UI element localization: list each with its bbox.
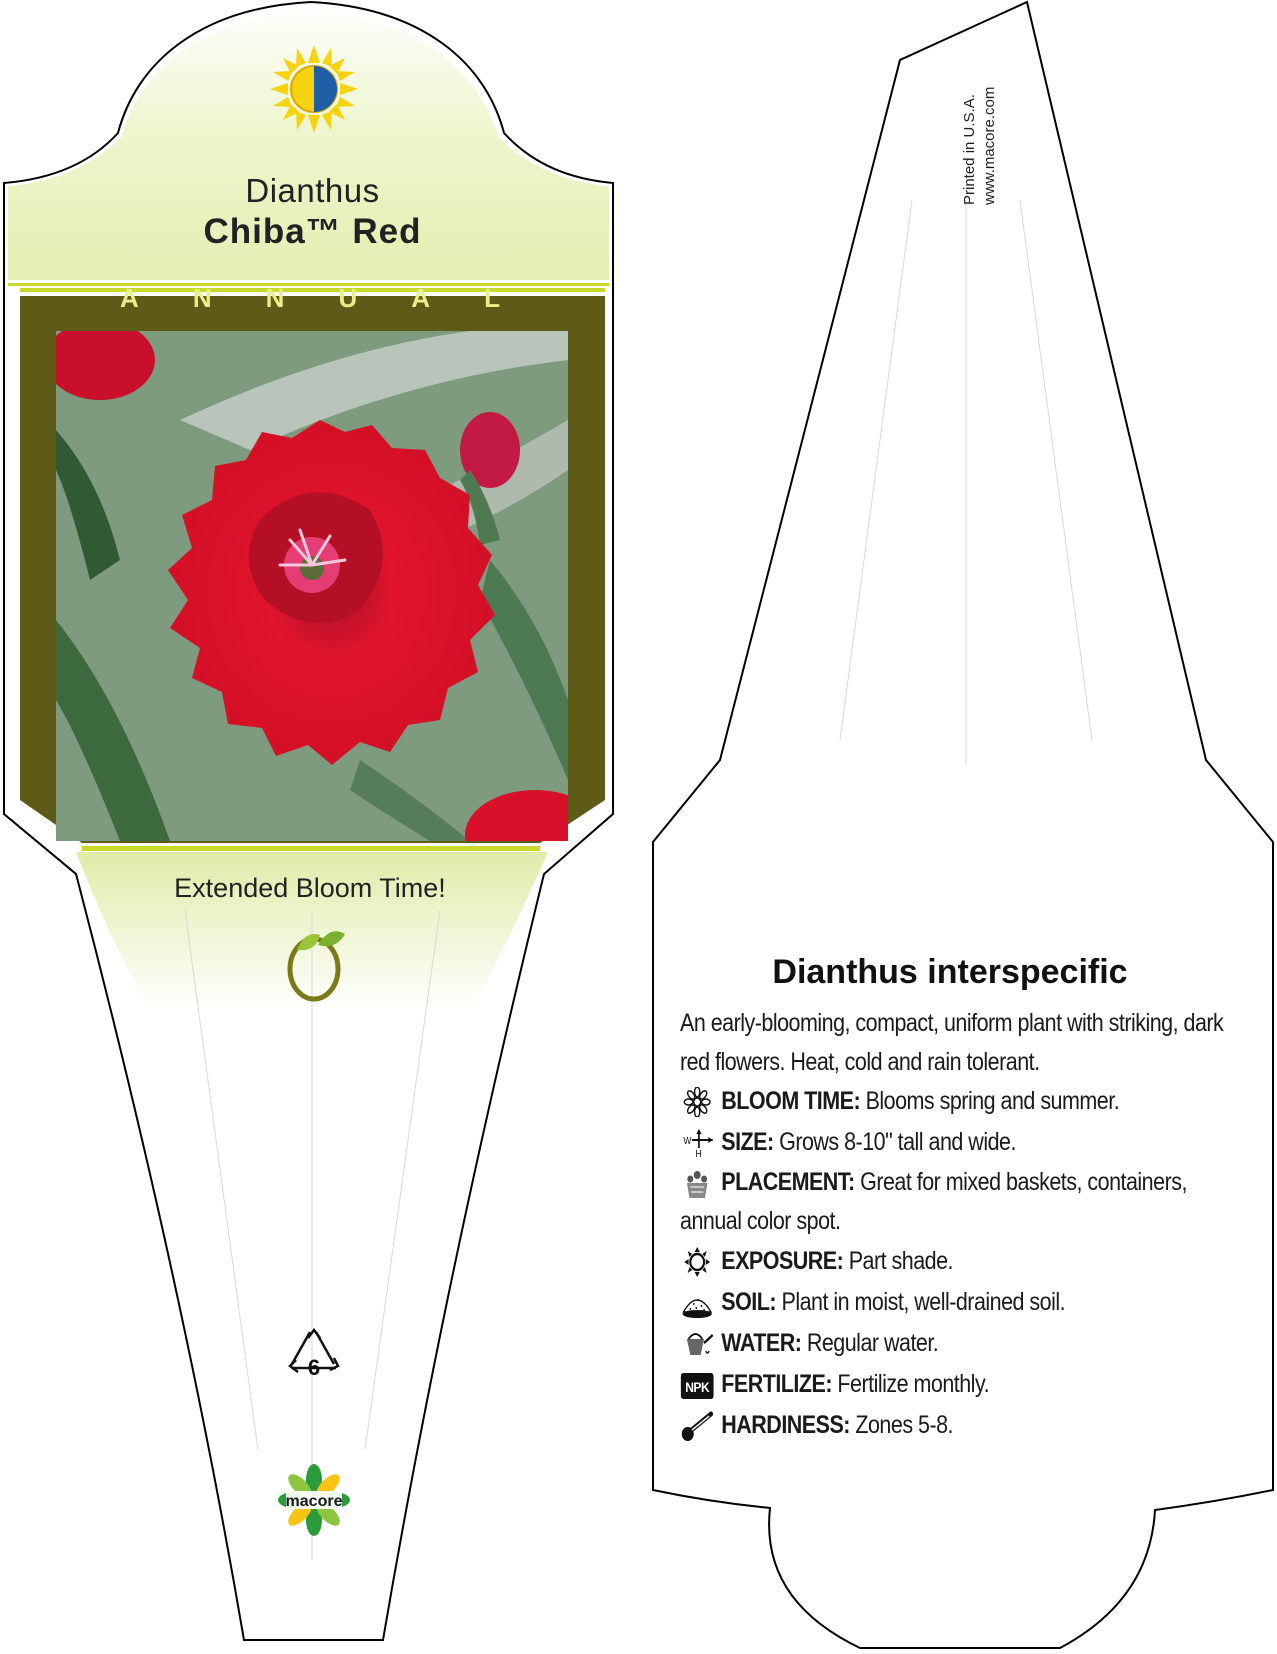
attr-value: Zones 5-8.	[849, 1411, 953, 1439]
category-letter: A	[411, 283, 431, 313]
attr-size	[680, 1122, 1248, 1163]
svg-text:macore: macore	[285, 1493, 343, 1510]
tagline: Extended Bloom Time!	[174, 873, 446, 903]
attr-value-continuation: annual color spot.	[680, 1207, 841, 1235]
scientific-name: Dianthus interspecific	[772, 953, 1128, 991]
attr-water	[680, 1323, 1248, 1364]
attr-value: Blooms spring and summer.	[860, 1087, 1120, 1115]
website: www.macore.com	[981, 86, 998, 205]
soil-icon	[680, 1288, 714, 1318]
care-attributes	[680, 1081, 1248, 1446]
category-letter: U	[338, 283, 358, 313]
attr-value: Regular water.	[801, 1329, 939, 1357]
category-label	[120, 283, 500, 314]
attr-value: Part shade.	[843, 1247, 954, 1275]
attr-label: WATER:	[721, 1329, 802, 1357]
category-letter: N	[192, 283, 212, 313]
category-letter: N	[265, 283, 285, 313]
attr-value: Fertilize monthly.	[831, 1370, 990, 1398]
attr-hardiness	[680, 1405, 1248, 1446]
size-icon	[680, 1128, 714, 1158]
attr-label: FERTILIZE:	[721, 1370, 832, 1398]
plant-description: An early-blooming, compact, uniform plant with striking, dark red flowers. Heat, cold and rain tolerant.	[680, 1009, 1224, 1076]
sun-shade-icon	[270, 45, 358, 133]
attr-value: Grows 8-10" tall and wide.	[773, 1128, 1016, 1156]
attr-fertilize	[680, 1364, 1248, 1405]
sun-icon	[680, 1247, 714, 1277]
plant-variety: Chiba™ Red	[203, 212, 422, 251]
category-letter: A	[120, 283, 139, 313]
attr-label: SIZE:	[721, 1128, 774, 1156]
attr-label: EXPOSURE:	[721, 1247, 844, 1275]
flower-icon	[680, 1087, 714, 1117]
attr-bloom-time	[680, 1081, 1248, 1122]
npk-icon-text: NPK	[685, 1379, 710, 1396]
printer-info	[960, 45, 1000, 205]
attr-exposure	[680, 1241, 1248, 1282]
plant-genus: Dianthus	[245, 172, 380, 209]
attr-value: Plant in moist, well-drained soil.	[776, 1288, 1066, 1316]
category-letter: L	[484, 283, 500, 313]
plant-photo	[45, 320, 605, 880]
attr-label: SOIL:	[721, 1288, 777, 1316]
thermometer-icon	[680, 1411, 714, 1441]
printed-in: Printed in U.S.A.	[961, 94, 978, 205]
npk-icon	[680, 1370, 714, 1400]
placement-icon	[680, 1169, 714, 1199]
svg-text:W: W	[683, 1135, 692, 1147]
attr-label: BLOOM TIME:	[721, 1087, 861, 1115]
attr-label: HARDINESS:	[721, 1411, 850, 1439]
watering-can-icon	[680, 1329, 714, 1359]
recycle-number: 6	[307, 1355, 321, 1380]
attr-soil	[680, 1282, 1248, 1323]
svg-text:H: H	[695, 1148, 702, 1158]
attr-placement	[680, 1163, 1248, 1241]
attr-value: Great for mixed baskets, containers,	[854, 1168, 1187, 1196]
attr-label: PLACEMENT:	[721, 1168, 855, 1196]
